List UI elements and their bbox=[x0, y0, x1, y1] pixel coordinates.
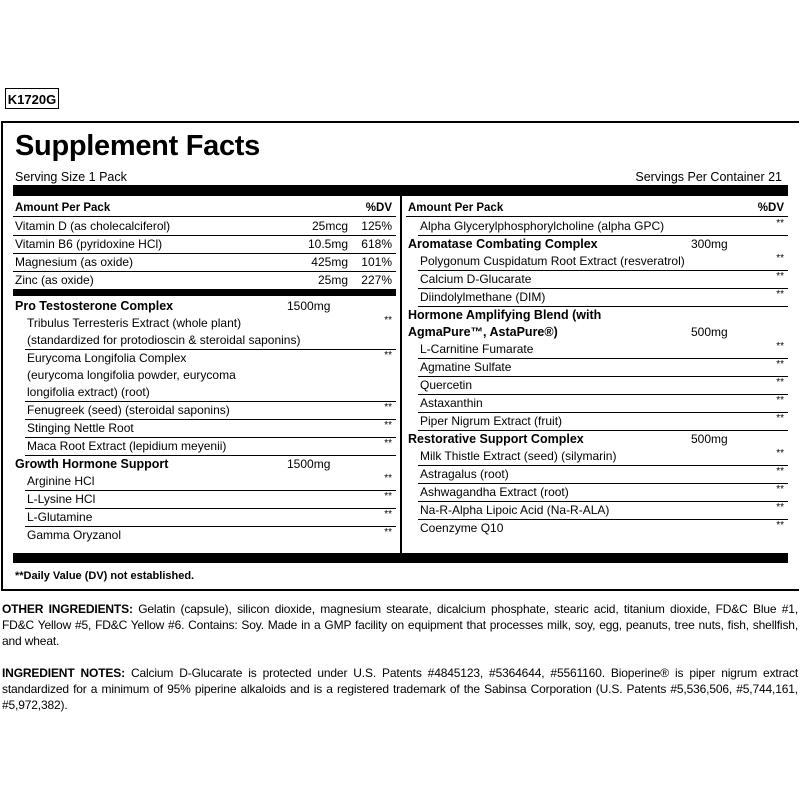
right-column bbox=[406, 196, 788, 537]
ingredient-row: Agmatine Sulfate ** bbox=[418, 359, 788, 377]
ingredient-notes: INGREDIENT NOTES: Calcium D-Glucarate is protected under U.S. Patents #4845123, #5364644, #5561160. Bioperine® is piper nigrum extract standardized for a minimum of 95% piperine alkaloids and is a registered trademark of the Sabinsa Corporation (U.S. Patents #5,536,506, #5,744,161, #5,972,382). bbox=[2, 666, 799, 712]
ingredient-row: Quercetin ** bbox=[418, 377, 788, 395]
blend-heading: Aromatase Combating Complex 300mg bbox=[408, 237, 728, 251]
product-code: K1720G bbox=[5, 88, 59, 109]
nutrient-row: Vitamin B6 (pyridoxine HCl) 10.5mg 618% bbox=[13, 236, 396, 254]
ingredient-row: Stinging Nettle Root ** bbox=[25, 420, 396, 438]
blend-heading: Growth Hormone Support 1500mg bbox=[15, 457, 331, 471]
servings-per-container: Servings Per Container 21 bbox=[635, 170, 782, 184]
ingredient-row: L-Glutamine ** bbox=[25, 509, 396, 527]
section-rule bbox=[13, 289, 396, 296]
ingredient-row: Fenugreek (seed) (steroidal saponins) ** bbox=[25, 402, 396, 420]
dv-footnote: **Daily Value (DV) not established. bbox=[15, 570, 195, 582]
nutrient-row: Vitamin D (as cholecalciferol) 25mcg 125% bbox=[13, 218, 396, 236]
ingredient-row: Diindolylmethane (DIM) ** bbox=[418, 289, 788, 307]
left-header: Amount Per Pack %DV bbox=[15, 202, 392, 214]
left-column bbox=[13, 196, 396, 544]
column-divider bbox=[400, 196, 402, 553]
ingredient-row: Gamma Oryzanol ** bbox=[27, 527, 392, 542]
panel-title: Supplement Facts bbox=[15, 130, 260, 162]
nutrient-row: Zinc (as oxide) 25mg 227% bbox=[15, 273, 392, 287]
ingredient-row: Alpha Glycerylphosphorylcholine (alpha GPC) ** bbox=[418, 218, 788, 236]
blend-heading: Restorative Support Complex 500mg bbox=[408, 432, 728, 446]
ingredient-row: Astragalus (root) ** bbox=[418, 466, 788, 484]
ingredient-row: Tribulus Terresteris Extract (whole plant) (standardized for protodioscin & steroidal saponins) ** bbox=[25, 315, 396, 350]
ingredient-row: Maca Root Extract (lepidium meyenii) ** bbox=[25, 438, 396, 456]
ingredient-row: L-Lysine HCl ** bbox=[25, 491, 396, 509]
ingredient-row: Arginine HCl ** bbox=[25, 473, 396, 491]
serving-size: Serving Size 1 Pack bbox=[15, 170, 127, 184]
right-header: Amount Per Pack %DV bbox=[408, 202, 784, 214]
ingredient-row: Ashwagandha Extract (root) ** bbox=[418, 484, 788, 502]
ingredient-row: Piper Nigrum Extract (fruit) ** bbox=[418, 413, 788, 431]
top-rule bbox=[13, 185, 788, 196]
bottom-rule bbox=[13, 553, 788, 563]
ingredient-row: Calcium D-Glucarate ** bbox=[418, 271, 788, 289]
nutrient-row: Magnesium (as oxide) 425mg 101% bbox=[13, 254, 396, 272]
ingredient-row: Polygonum Cuspidatum Root Extract (resveratrol) ** bbox=[418, 253, 788, 271]
ingredient-row: Milk Thistle Extract (seed) (silymarin) ** bbox=[418, 448, 788, 466]
other-ingredients: OTHER INGREDIENTS: Gelatin (capsule), silicon dioxide, magnesium stearate, dicalcium phosphate, stearic acid, titanium dioxide, FD&C Blue #1, FD&C Yellow #5, FD&C Yellow #6. Contains: Soy. Made in a GMP facility on equipment that processes milk, soy, egg, peanuts, tree nuts, fish, shellfish, and wheat. bbox=[2, 602, 798, 648]
ingredient-row: L-Carnitine Fumarate ** bbox=[418, 341, 788, 359]
ingredient-row: Na-R-Alpha Lipoic Acid (Na-R-ALA) ** bbox=[418, 502, 788, 520]
ingredient-row: Eurycoma Longifolia Complex (eurycoma longifolia powder, eurycoma longifolia extract) (root) ** bbox=[25, 350, 396, 402]
blend-heading: Hormone Amplifying Blend (with AgmaPure™, AstaPure®) 500mg bbox=[408, 308, 728, 339]
ingredient-row: Astaxanthin ** bbox=[418, 395, 788, 413]
blend-heading: Pro Testosterone Complex 1500mg bbox=[15, 299, 331, 313]
ingredient-row: Coenzyme Q10 ** bbox=[420, 520, 784, 535]
